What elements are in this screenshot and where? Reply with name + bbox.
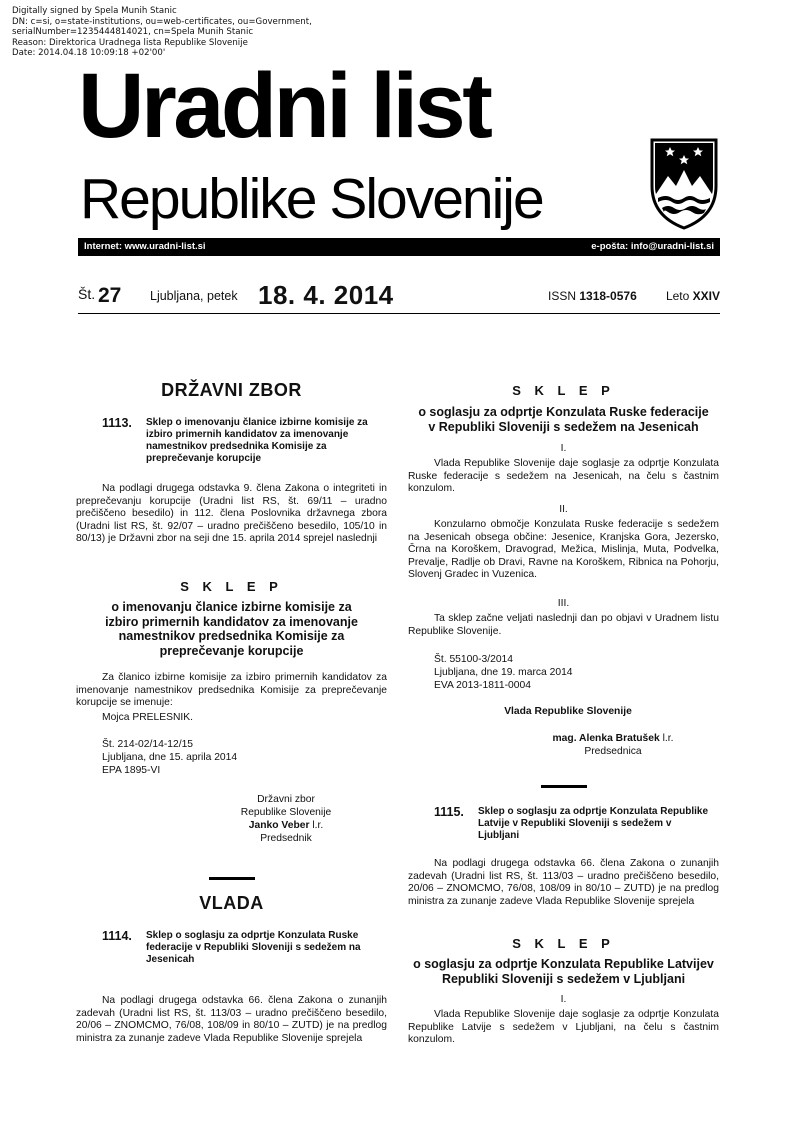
act-title: Sklep o imenovanju članice izbirne komisije za izbiro primernih kandidatov za imenovanje namestnikov predsednika Komisije za preprečevanje korupcije (146, 417, 368, 464)
issn-value: 1318-0576 (579, 289, 637, 303)
separator-rule (541, 785, 587, 788)
act-1114-sklep-heading: S K L E P (512, 383, 615, 398)
issn-label: ISSN (548, 289, 577, 303)
act-1113-signer-org1: Državni zbor (257, 794, 315, 805)
act-1114-article-3: Ta sklep začne veljati naslednji dan po objavi v Uradnem listu Republike Slovenije. (408, 613, 719, 637)
signer-suffix: l.r. (309, 820, 324, 831)
act-1114-date: Ljubljana, dne 19. marca 2014 (434, 667, 573, 678)
act-1113-epa: EPA 1895-VI (102, 765, 161, 776)
act-1113-reference: Št. 214-02/14-12/15 (102, 739, 194, 750)
act-1114-signer (528, 733, 698, 746)
act-1114-reference: Št. 55100-3/2014 (434, 654, 514, 665)
signature-line: DN: c=si, o=state-institutions, ou=web-certificates, ou=Government, (12, 16, 312, 27)
act-1114-government: Vlada Republike Slovenije (504, 706, 632, 717)
email-link[interactable]: e-pošta: info@uradni-list.si (591, 241, 714, 252)
act-1114-article-1: Vlada Republike Slovenije daje soglasje za odprtje Konzulata Ruske federacije s sedežem na Jesenicah, na čelu s častnim konzulom. (408, 458, 719, 495)
separator-rule (209, 877, 255, 880)
article-number: III. (557, 598, 570, 609)
act-1114-sklep-title: o soglasju za odprtje Konzulata Ruske federacije v Republiki Sloveniji s sedežem na Jesenicah (418, 405, 709, 434)
act-1113-body: Za članico izbirne komisije za izbiro primernih kandidatov za imenovanje namestnikov predsednika Komisije za preprečevanje korupcije se imenuje: (76, 672, 387, 709)
act-1115-article-1: Vlada Republike Slovenije daje soglasje za odprtje Konzulata Republike Latvije s sedežem v Ljubljani, na čelu s častnim konzulom. (408, 1009, 719, 1046)
issue-place: Ljubljana, petek (150, 289, 238, 303)
act-1114-signer-role: Predsednica (584, 746, 642, 757)
act-1113-appointee: Mojca PRELESNIK. (102, 712, 193, 723)
signer-name: mag. Alenka Bratušek (552, 733, 660, 744)
internet-link[interactable]: Internet: www.uradni-list.si (84, 241, 206, 252)
act-title: Sklep o soglasju za odprtje Konzulata Republike Latvije v Republiki Sloveniji s sedežem v Ljubljani (478, 806, 709, 841)
volume-label: Leto (665, 289, 690, 303)
act-1113-preamble: Na podlagi drugega odstavka 9. člena Zakona o integriteti in preprečevanju korupcije (Uradni list RS, št. 69/11 – uradno prečiščeno besedilo) in 112. člena Poslovnika državnega zbora (Uradni list RS, št. 92/07 – uradno prečiščeno besedilo, 105/10 in 80/13) je Državni zbor na seji dne 15. aprila 2014 sprejel naslednji (76, 483, 387, 545)
act-1115-sklep-heading: S K L E P (512, 936, 615, 951)
act-1114-eva: EVA 2013-1811-0004 (434, 680, 531, 691)
act-number: 1114. (102, 929, 132, 943)
signature-line: Date: 2014.04.18 10:09:18 +02'00' (12, 48, 166, 59)
masthead-title: Uradni list (78, 55, 490, 157)
act-1115-preamble: Na podlagi drugega odstavka 66. člena Zakona o zunanjih zadevah (Uradni list RS, št. 113/03 – uradno prečiščeno besedilo, 20/06 – ZNOMCMO, 76/08, 108/09 in 80/10 – ZUTD) je na predlog ministra za zunanje zadeve Vlada Republike Slovenije sprejela (408, 858, 719, 907)
act-title: Sklep o soglasju za odprtje Konzulata Ruske federacije v Republiki Sloveniji s sedežem na Jesenicah (146, 930, 361, 965)
masthead-subtitle: Republike Slovenije (80, 167, 543, 231)
act-1113-sklep-title: o imenovanju članice izbirne komisije za izbiro primernih kandidatov za imenovanje namestnikov predsednika Komisije za preprečevanje korupcije (105, 600, 358, 658)
act-number: 1115. (434, 805, 464, 819)
signature-line: serialNumber=1235444814021, cn=Spela Munih Stanic (12, 27, 254, 38)
issue-number-label: Št. (78, 286, 96, 302)
left-column (76, 0, 387, 1123)
article-number: I. (560, 443, 567, 454)
act-1115-sklep-title: o soglasju za odprtje Konzulata Republike Latvijev Republiki Sloveniji s sedežem v Ljubljani (413, 957, 714, 986)
signer-suffix: l.r. (659, 733, 674, 744)
act-number: 1113. (102, 416, 132, 430)
act-1114-preamble: Na podlagi drugega odstavka 66. člena Zakona o zunanjih zadevah (Uradni list RS, št. 113/03 – uradno prečiščeno besedilo, 20/06 – ZNOMCMO, 76/08, 108/09 in 80/10 – ZUTD) je na predlog ministra za zunanje zadeve Vlada Republike Slovenije sprejela (76, 995, 387, 1044)
act-1113-signer (226, 820, 346, 833)
volume-value: XXIV (692, 289, 720, 303)
signature-line: Reason: Direktorica Uradnega lista Republike Slovenije (12, 37, 248, 48)
act-1113-date: Ljubljana, dne 15. aprila 2014 (102, 752, 238, 763)
act-1113-sklep-heading: S K L E P (180, 579, 283, 594)
act-1114-article-2: Konzularno območje Konzulata Ruske federacije s sedežem na Jesenicah obsega občine: Jesenice, Kranjska Gora, Jezersko, Črna na Koroškem, Dravograd, Mežica, Mislinja, Muta, Podvelka, Prevalje, Radlje ob Dravi, Ravne na Koroškem, Ribnica na Pohorju, Slovenj Gradec in Vuzenica. (408, 519, 719, 581)
section-heading-vlada: VLADA (199, 893, 264, 913)
article-number: II. (559, 504, 568, 515)
signer-name: Janko Veber (248, 820, 310, 831)
act-1113-signer-org2: Republike Slovenije (240, 807, 332, 818)
article-number: I. (560, 994, 567, 1005)
act-1113-signer-role: Predsednik (260, 833, 312, 844)
issue-number: 27 (98, 284, 122, 307)
section-heading-drzavni-zbor: DRŽAVNI ZBOR (161, 380, 302, 400)
issue-date: 18. 4. 2014 (258, 280, 394, 310)
right-column (408, 0, 719, 1123)
signature-line: Digitally signed by Spela Munih Stanic (12, 6, 177, 16)
